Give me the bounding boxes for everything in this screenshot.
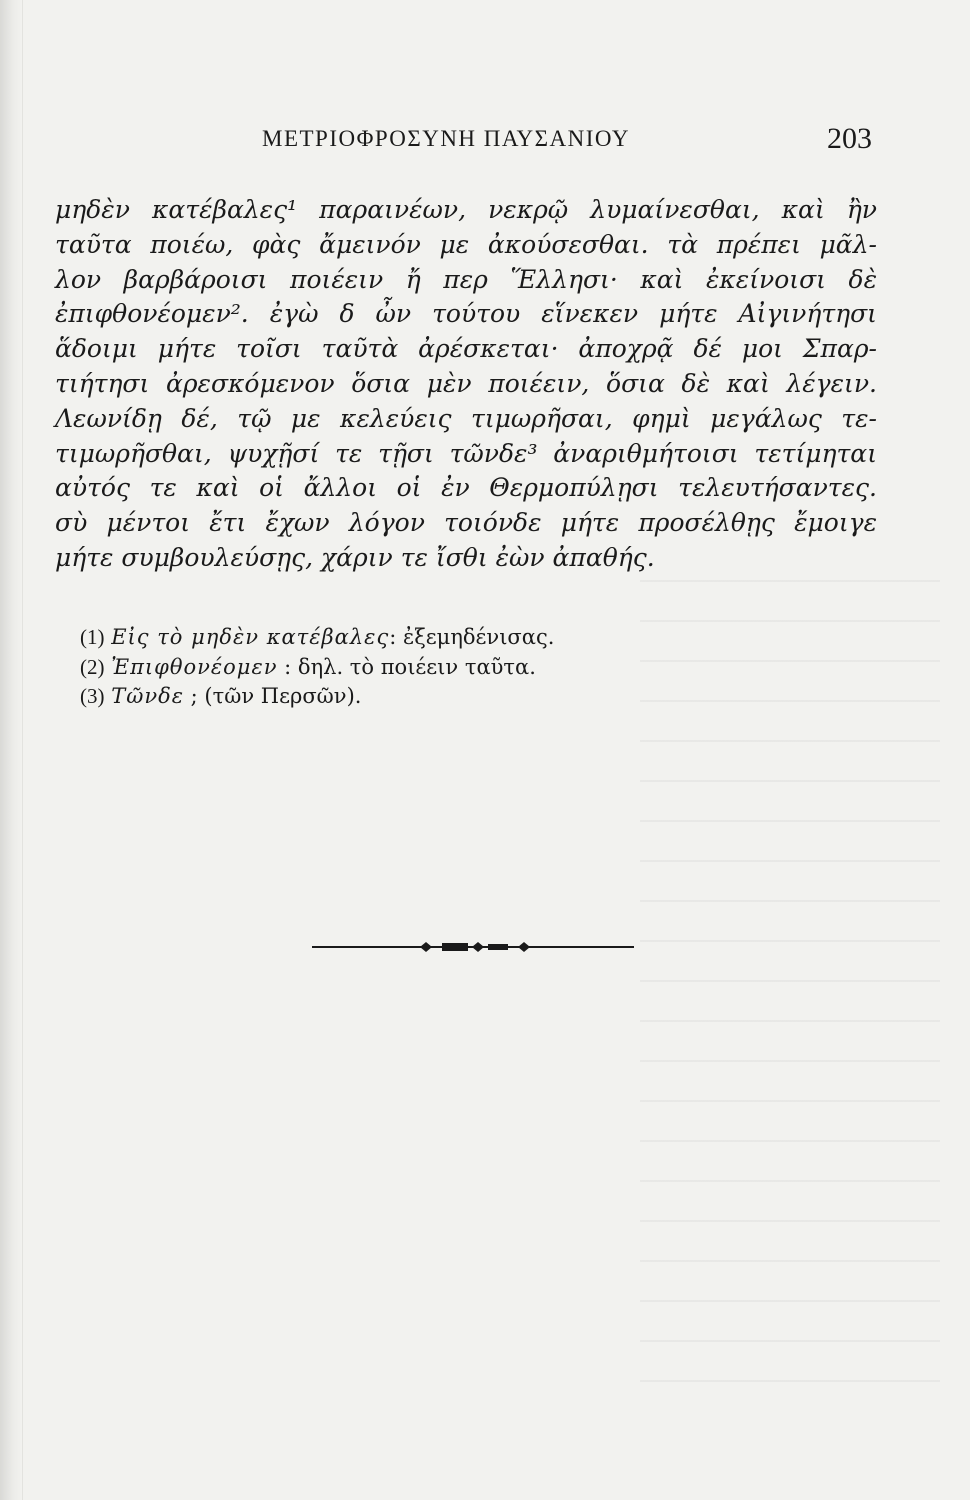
footnote (80, 682, 780, 712)
text-line: λον βαρβάροισι ποιέειν ἤ περ Ἕλλησι· καὶ ἐκείνοισι δὲ (55, 264, 877, 294)
text-line: τιμωρῆσθαι, ψυχῇσί τε τῇσι τῶνδε³ ἀναριθμήτοισι τετίμηται (55, 438, 877, 468)
text-line: ἐπιφθονέομεν². ἐγὼ δ ὦν τούτου εἵνεκεν μήτε Αἰγινήτησι (55, 299, 877, 329)
footnote-text: ; (τῶν Περσῶν). (184, 684, 362, 708)
footnote (80, 653, 780, 683)
footnote-marker: (3) (80, 684, 105, 708)
footnote-lemma: Εἰς τὸ μηδὲν κατέβαλες (111, 625, 390, 649)
text-line: Λεωνίδῃ δέ, τῷ με κελεύεις τιμωρῆσαι, φημὶ μεγάλως τε- (55, 403, 877, 433)
footnote-lemma: Ἐπιφθονέομεν (111, 654, 278, 679)
text-line: ἅδοιμι μήτε τοῖσι ταῦτὰ ἀρέσκεται· ἀποχρᾷ δέ μοι Σπαρ- (55, 334, 877, 364)
text-line: σὺ μέντοι ἔτι ἔχων λόγον τοιόνδε μήτε προσέλθῃς ἔμοιγε (55, 508, 877, 538)
page-header (262, 122, 872, 156)
page-number: 203 (827, 122, 872, 155)
text-line: μηδὲν κατέβαλες¹ παραινέων, νεκρῷ λυμαίνεσθαι, καὶ ἢν (55, 195, 877, 224)
main-text (55, 193, 877, 576)
page-binding-edge (0, 0, 23, 1500)
ornamental-rule (312, 936, 634, 958)
text-line: αὐτός τε καὶ οἱ ἄλλοι οἱ ἐν Θερμοπύλῃσι τελευτήσαντες. (55, 473, 877, 503)
text-line: ταῦτα ποιέω, φὰς ἄμεινόν με ἀκούσεσθαι. τὰ πρέπει μᾶλ- (55, 229, 877, 259)
footnote-text: : δηλ. τὸ ποιέειν ταῦτα. (277, 654, 536, 679)
footnote-marker: (1) (80, 625, 105, 649)
text-line: μήτε συμβουλεύσῃς, χάριν τε ἴσθι ἐὼν ἀπαθής. (55, 542, 655, 572)
footnote-marker: (2) (80, 654, 105, 679)
text-line: τιήτησι ἀρεσκόμενον ὅσια μὲν ποιέειν, ὅσια δὲ καὶ λέγειν. (55, 368, 877, 398)
footnote-lemma: Τῶνδε (111, 684, 184, 708)
running-title: ΜΕΤΡΙΟΦΡΟΣΥΝΗ ΠΑΥΣΑΝΙΟΥ (262, 126, 630, 151)
footnote (80, 623, 780, 653)
footnote-text: : ἐξεμηδένισας. (389, 625, 555, 649)
footnotes (80, 623, 780, 712)
